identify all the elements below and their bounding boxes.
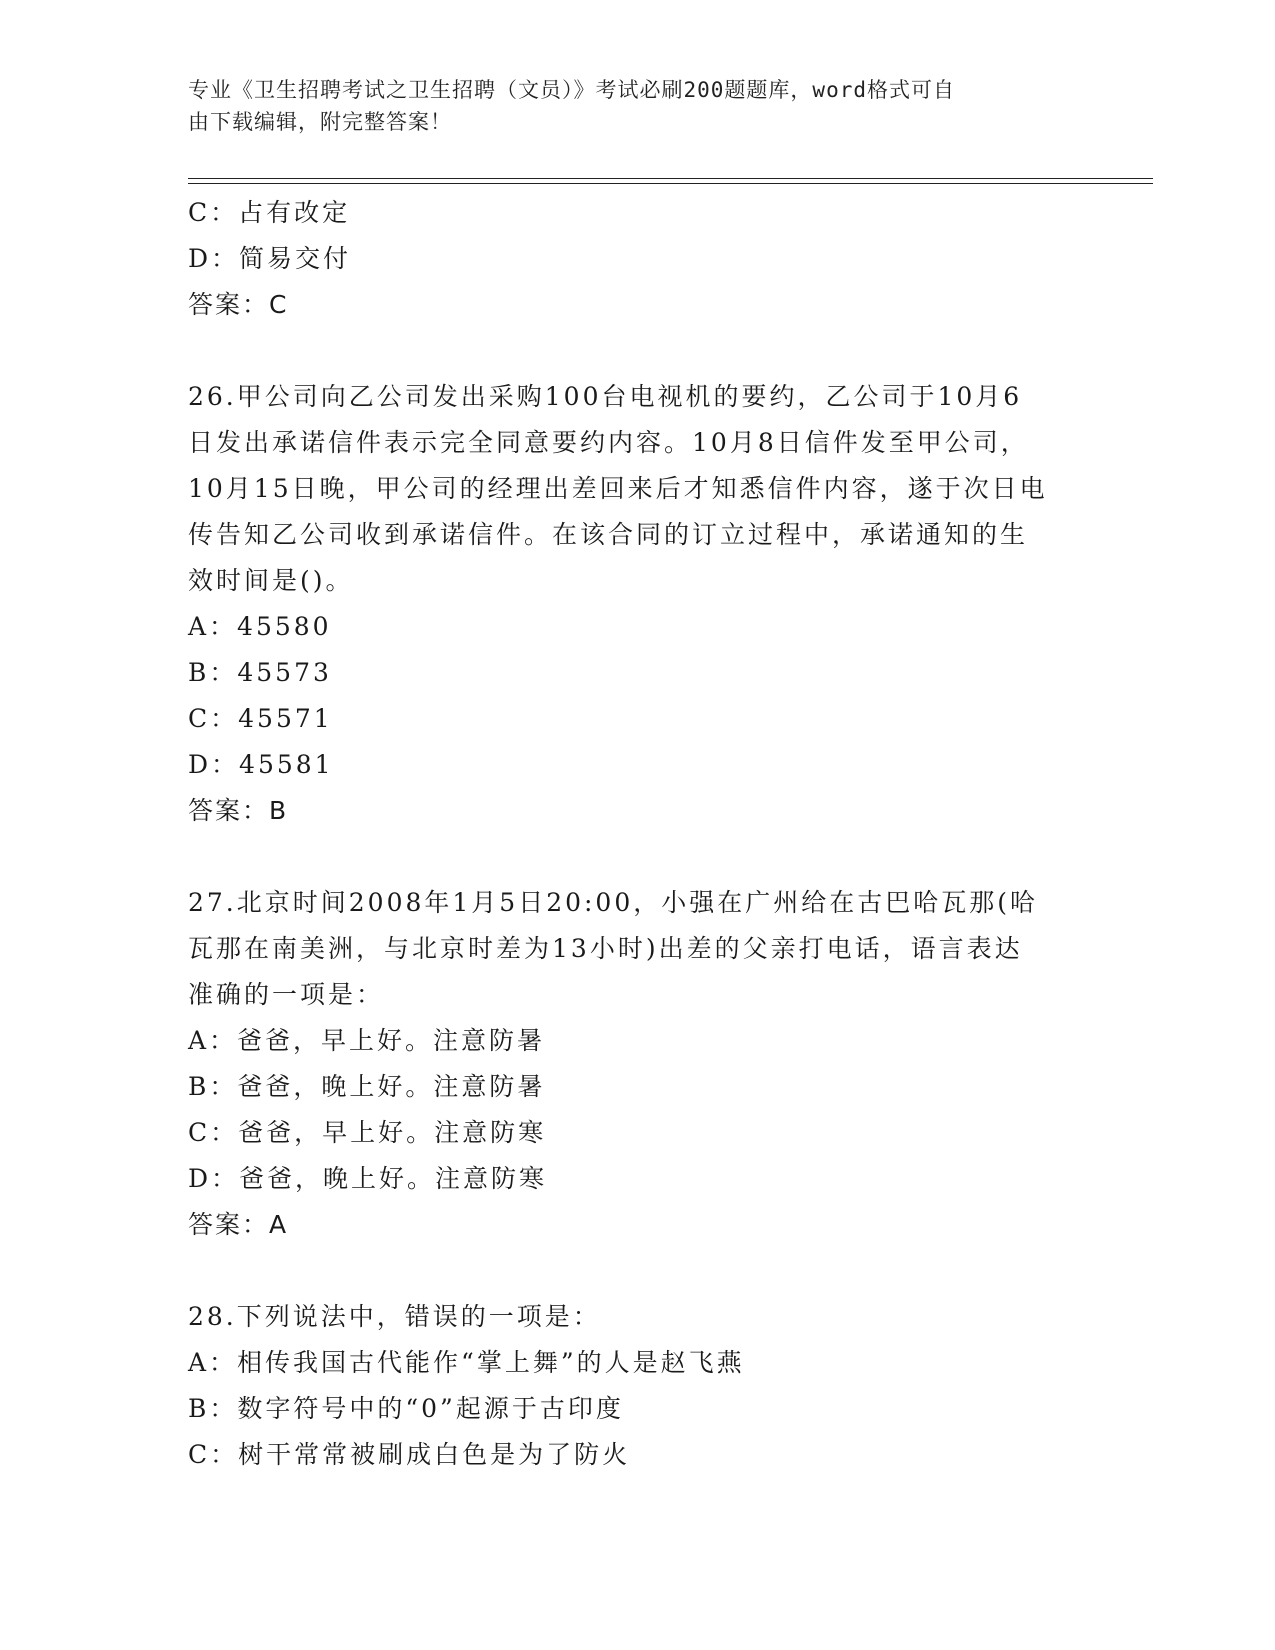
question-27 <box>188 880 1088 1248</box>
header-divider-top <box>188 178 1153 179</box>
option-c: C：45571 <box>188 704 333 733</box>
option-d: D：简易交付 <box>188 244 352 273</box>
question-25 <box>188 190 1088 328</box>
option-a: A：爸爸，早上好。注意防暑 <box>188 1026 546 1055</box>
question-list <box>188 190 1088 1478</box>
option-b: B：数字符号中的“0”起源于古印度 <box>188 1394 624 1423</box>
header-divider-bottom <box>188 183 1153 184</box>
option-d: D：爸爸，晚上好。注意防寒 <box>188 1164 548 1193</box>
option-c: C：爸爸，早上好。注意防寒 <box>188 1118 547 1147</box>
answer-line: 答案：C <box>188 290 289 319</box>
question-stem-line: 瓦那在南美洲，与北京时差为13小时)出差的父亲打电话，语言表达 <box>188 934 1023 963</box>
option-a: A：45580 <box>188 612 332 641</box>
question-stem-line: 27.北京时间2008年1月5日20:00，小强在广州给在古巴哈瓦那(哈 <box>188 888 1038 917</box>
page-header <box>188 74 1088 138</box>
question-stem-line: 准确的一项是： <box>188 980 385 1009</box>
question-stem-line: 10月15日晚，甲公司的经理出差回来后才知悉信件内容，遂于次日电 <box>188 474 1048 503</box>
option-b: B：爸爸，晚上好。注意防暑 <box>188 1072 546 1101</box>
question-stem-line: 26.甲公司向乙公司发出采购100台电视机的要约，乙公司于10月6 <box>188 382 1023 411</box>
option-d: D：45581 <box>188 750 334 779</box>
answer-line: 答案：A <box>188 1210 289 1239</box>
question-stem-line: 日发出承诺信件表示完全同意要约内容。10月8日信件发至甲公司， <box>188 428 1029 457</box>
question-stem-line: 28.下列说法中，错误的一项是： <box>188 1302 601 1331</box>
answer-line: 答案：B <box>188 796 289 825</box>
question-stem-line: 传告知乙公司收到承诺信件。在该合同的订立过程中，承诺通知的生 <box>188 520 1029 549</box>
header-line-1: 专业《卫生招聘考试之卫生招聘（文员）》考试必刷200题题库，word格式可自 <box>188 78 955 102</box>
question-26 <box>188 374 1088 834</box>
question-28 <box>188 1294 1088 1478</box>
header-line-2: 由下载编辑，附完整答案！ <box>188 110 452 134</box>
option-c: C：树干常常被刷成白色是为了防火 <box>188 1440 631 1469</box>
option-c: C：占有改定 <box>188 198 351 227</box>
question-stem-line: 效时间是()。 <box>188 566 354 595</box>
option-b: B：45573 <box>188 658 332 687</box>
option-a: A：相传我国古代能作“掌上舞”的人是赵飞燕 <box>188 1348 745 1377</box>
